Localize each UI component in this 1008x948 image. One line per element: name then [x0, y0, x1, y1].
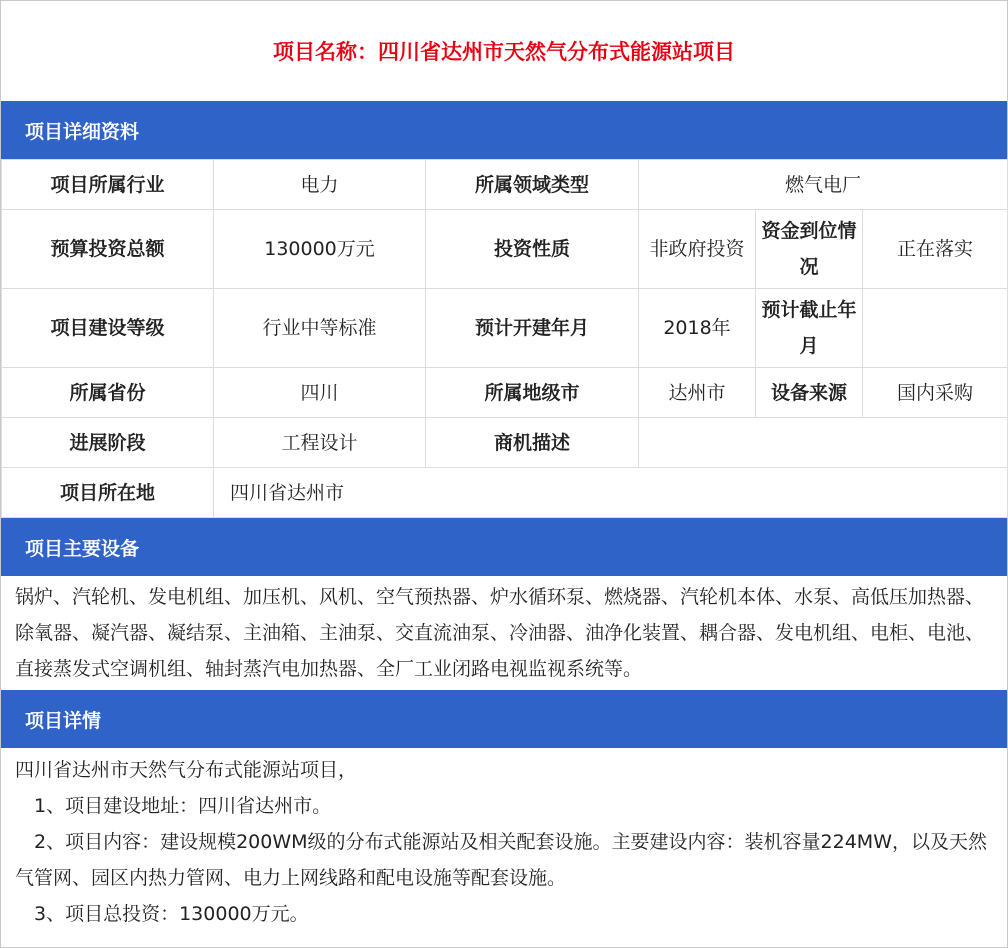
province-value: 四川 [214, 368, 426, 418]
end-value [863, 289, 1008, 368]
table-row [2, 289, 1008, 368]
invest-value: 非政府投资 [639, 210, 756, 289]
detail-intro: 四川省达州市天然气分布式能源站项目， [15, 759, 358, 781]
equipment-section-header: 项目主要设备 [1, 518, 1007, 576]
invest-label: 投资性质 [426, 210, 639, 289]
equipment-source-label: 设备来源 [756, 368, 863, 418]
domain-value: 燃气电厂 [639, 160, 1008, 210]
domain-label: 所属领域类型 [426, 160, 639, 210]
province-label: 所属省份 [2, 368, 214, 418]
city-label: 所属地级市 [426, 368, 639, 418]
detail-item-3: 3、项目总投资：130000万元。 [15, 903, 309, 925]
industry-label: 项目所属行业 [2, 160, 214, 210]
start-value: 2018年 [639, 289, 756, 368]
detail-item-1: 1、项目建设地址：四川省达州市。 [15, 795, 332, 817]
city-value: 达州市 [639, 368, 756, 418]
table-row [2, 468, 1008, 518]
project-info-table [1, 159, 1008, 518]
table-row [2, 368, 1008, 418]
level-label: 项目建设等级 [2, 289, 214, 368]
table-row [2, 418, 1008, 468]
funds-label: 资金到位情况 [756, 210, 863, 289]
stage-label: 进展阶段 [2, 418, 214, 468]
table-row [2, 210, 1008, 289]
start-label: 预计开建年月 [426, 289, 639, 368]
level-value: 行业中等标准 [214, 289, 426, 368]
equipment-text: 锅炉、汽轮机、发电机组、加压机、风机、空气预热器、炉水循环泵、燃烧器、汽轮机本体、水泵、高低压加热器、除氧器、凝汽器、凝结泵、主油箱、主油泵、交直流油泵、冷油器、油净化装置、耦合器、发电机组、电柜、电池、直接蒸发式空调机组、轴封蒸汽电加热器、全厂工业闭路电视监视系统等。 [15, 586, 985, 680]
business-label: 商机描述 [426, 418, 639, 468]
detail-item-2: 2、项目内容：建设规模200WM级的分布式能源站及相关配套设施。主要建设内容：装机容量224MW，以及天然气管网、园区内热力管网、电力上网线路和配电设施等配套设施。 [15, 831, 987, 889]
stage-value: 工程设计 [214, 418, 426, 468]
details-section-header: 项目详细资料 [1, 101, 1007, 159]
table-row [2, 160, 1008, 210]
industry-value: 电力 [214, 160, 426, 210]
page-title: 项目名称：四川省达州市天然气分布式能源站项目 [273, 40, 735, 64]
budget-label: 预算投资总额 [2, 210, 214, 289]
funds-value: 正在落实 [863, 210, 1008, 289]
location-value: 四川省达州市 [214, 468, 1008, 518]
equipment-source-value: 国内采购 [863, 368, 1008, 418]
budget-value: 130000万元 [214, 210, 426, 289]
end-label: 预计截止年月 [756, 289, 863, 368]
business-value [639, 418, 1008, 468]
location-label: 项目所在地 [2, 468, 214, 518]
project-section-header: 项目详情 [1, 690, 1007, 748]
project-detail [1, 748, 1007, 932]
